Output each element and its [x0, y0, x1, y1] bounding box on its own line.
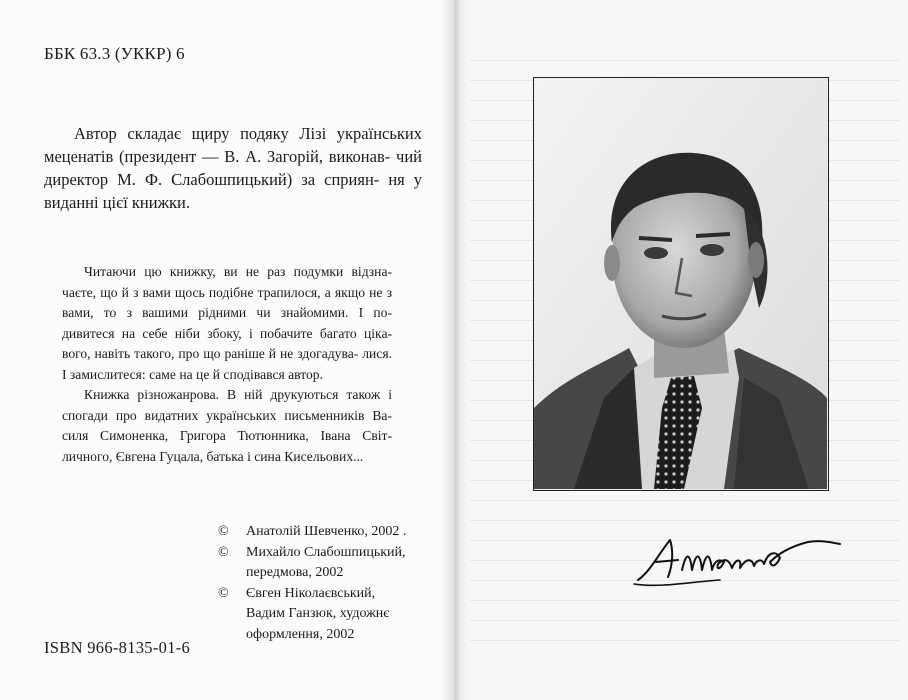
annotation-paragraph-2 [62, 385, 392, 467]
acknowledgement-line: Автор складає щиру подяку Лізі українських [74, 124, 422, 143]
annotation-line: спогади про видатних українських письменників Ва- [62, 407, 392, 423]
copyright-entry [218, 522, 448, 543]
annotation-line: личного, Євгена Гуцала, батька і сина Кисельових... [62, 448, 364, 464]
annotation-paragraph-1 [62, 262, 392, 385]
annotation-line: чаєте, що й з вами щось подібне трапилося, а якщо [62, 284, 365, 300]
signature-graphic [630, 522, 850, 592]
book-gutter [440, 0, 470, 700]
copyright-line: Михайло Слабошпицький, [246, 544, 406, 560]
copyright-block [218, 522, 448, 645]
annotation-line: Книжка різножанрова. В ній друкуються також і [84, 387, 392, 402]
annotation-line: Читаючи цю книжку, ви не раз подумки відзна- [84, 264, 392, 279]
portrait-illustration [534, 78, 827, 489]
book-annotation [62, 262, 392, 467]
annotation-line: не з вами, то з вашими рідними чи знайомими. І по- [62, 284, 392, 320]
acknowledgement-paragraph [44, 122, 422, 214]
copyright-symbol: © [218, 544, 229, 560]
author-signature [630, 522, 850, 592]
copyright-symbol: © [218, 524, 229, 539]
copyright-line: Анатолій Шевченко, 2002 . [246, 524, 407, 539]
bbk-classification: ББК 63.3 (УККР) 6 [44, 44, 185, 63]
acknowledgement-line: меценатів (президент — В. А. Загорій, виконав- [44, 147, 391, 166]
author-portrait-photo [533, 77, 829, 491]
copyright-symbol: © [218, 585, 229, 601]
copyright-entry [218, 584, 448, 646]
copyright-line: передмова, 2002 [246, 565, 344, 580]
annotation-line: силя Симоненка, Григора Тютюнника, Івана Світ- [62, 428, 392, 443]
copyright-line: оформлення, 2002 [246, 626, 355, 642]
annotation-line: вого, навіть такого, про що раніше й не здогадува- [62, 346, 359, 361]
acknowledgement-line: чий директор М. Ф. Слабошпицький) за сприян- [44, 147, 422, 189]
annotation-line: дивитеся на себе ніби збоку, і побачите багато ціка- [62, 325, 392, 341]
acknowledgement-line: ня у виданні цієї книжки. [44, 170, 423, 212]
copyright-line: Євген Ніколаєвський, [246, 585, 376, 601]
copyright-entry [218, 543, 448, 584]
annotation-line: лися. І замислитеся: саме на це й сподівався автор. [62, 346, 392, 382]
isbn-number: ISBN 966-8135-01-6 [44, 638, 191, 657]
copyright-line: Вадим Ганзюк, художнє [246, 606, 390, 621]
